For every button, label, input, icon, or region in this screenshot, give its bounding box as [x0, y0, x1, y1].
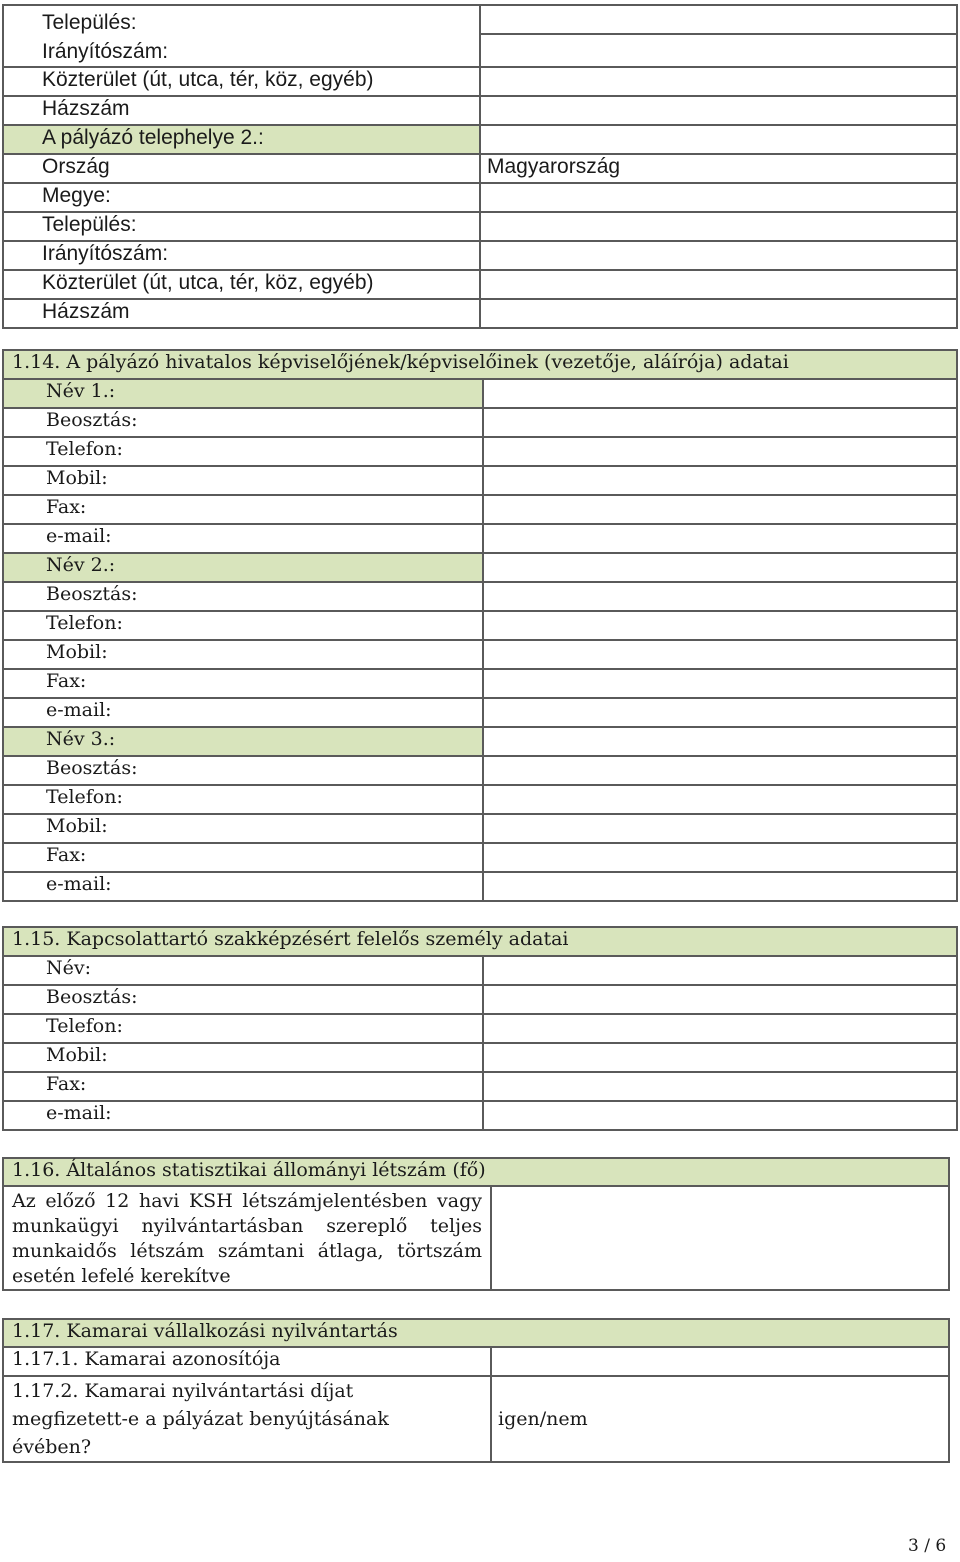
contact-person-table	[2, 926, 958, 1131]
table-row	[3, 212, 957, 241]
representative-field-label: e-mail:	[3, 872, 483, 901]
representative-field-label: Telefon:	[3, 785, 483, 814]
representative-field-label: Fax:	[3, 495, 483, 524]
contact-field-label: Fax:	[3, 1072, 483, 1101]
representative-field-value[interactable]	[483, 698, 957, 727]
chamber-id-label: 1.17.1. Kamarai azonosítója	[3, 1347, 491, 1376]
contact-field-label: Mobil:	[3, 1043, 483, 1072]
table-row	[3, 872, 957, 901]
contact-field-value[interactable]	[483, 1101, 957, 1130]
table-row	[3, 669, 957, 698]
contact-field-value[interactable]	[483, 1014, 957, 1043]
table-row	[3, 270, 957, 299]
street-label: Közterület (út, utca, tér, köz, egyéb)	[3, 67, 480, 96]
representative-field-label: Beosztás:	[3, 408, 483, 437]
representative-field-label: Fax:	[3, 843, 483, 872]
postal-code-label: Irányítószám:	[42, 40, 169, 63]
section-1-14-title: 1.14. A pályázó hivatalos képviselőjének/képviselőinek (vezetője, aláírója) adatai	[3, 350, 957, 379]
postal-code-value-2[interactable]	[480, 241, 957, 270]
representative-field-value[interactable]	[483, 669, 957, 698]
representative-field-value[interactable]	[483, 785, 957, 814]
representative-field-value[interactable]	[483, 524, 957, 553]
table-row	[3, 927, 957, 956]
table-row	[3, 1043, 957, 1072]
representative-field-value[interactable]	[483, 495, 957, 524]
representative-field-value[interactable]	[483, 466, 957, 495]
table-row	[3, 524, 957, 553]
contact-field-value[interactable]	[483, 985, 957, 1014]
table-row	[3, 437, 957, 466]
representative-field-value[interactable]	[483, 582, 957, 611]
section-1-17-title: 1.17. Kamarai vállalkozási nyilvántartás	[3, 1319, 949, 1347]
table-row	[3, 379, 957, 408]
table-row	[3, 1014, 957, 1043]
contact-field-label: Beosztás:	[3, 985, 483, 1014]
table-row	[3, 183, 957, 212]
representative-field-label: Mobil:	[3, 814, 483, 843]
representative-field-value[interactable]	[483, 437, 957, 466]
representative-field-label: Beosztás:	[3, 756, 483, 785]
table-row	[3, 408, 957, 437]
representative-field-value[interactable]	[483, 843, 957, 872]
street-value-2[interactable]	[480, 270, 957, 299]
table-row	[3, 67, 957, 96]
table-row	[3, 727, 957, 756]
site-2-heading: A pályázó telephelye 2.:	[3, 125, 480, 154]
settlement-value-2[interactable]	[480, 212, 957, 241]
site-2-value	[480, 125, 957, 154]
contact-field-label: e-mail:	[3, 1101, 483, 1130]
contact-field-value[interactable]	[483, 1043, 957, 1072]
postal-code-label-2: Irányítószám:	[3, 241, 480, 270]
representative-field-label: Fax:	[3, 669, 483, 698]
page-number: 3 / 6	[908, 1536, 947, 1556]
representative-field-value[interactable]	[483, 872, 957, 901]
representative-field-label: Mobil:	[3, 466, 483, 495]
table-row	[3, 1158, 949, 1186]
headcount-table	[2, 1157, 950, 1291]
house-number-label: Házszám	[3, 96, 480, 125]
county-value[interactable]	[480, 183, 957, 212]
representative-field-label: Beosztás:	[3, 582, 483, 611]
chamber-registry-table	[2, 1318, 950, 1463]
table-row	[3, 814, 957, 843]
table-row	[3, 582, 957, 611]
chamber-id-value[interactable]	[491, 1347, 949, 1376]
representative-field-label: Név 2.:	[3, 553, 483, 582]
representative-field-value[interactable]	[483, 814, 957, 843]
chamber-fee-value[interactable]: igen/nem	[491, 1376, 949, 1462]
headcount-description: Az előző 12 havi KSH létszámjelentésben vagy munkaügyi nyilvántartásban szereplő teljes munkaidős létszám számtani átlaga, törtszám esetén lefelé kerekítve	[3, 1186, 491, 1290]
section-1-15-title: 1.15. Kapcsolattartó szakképzésért felelős személy adatai	[3, 927, 957, 956]
address-value-cell[interactable]	[480, 5, 957, 67]
headcount-value[interactable]	[491, 1186, 949, 1290]
country-value[interactable]: Magyarország	[480, 154, 957, 183]
contact-field-value[interactable]	[483, 1072, 957, 1101]
section-1-16-title: 1.16. Általános statisztikai állományi létszám (fő)	[3, 1158, 949, 1186]
table-row	[3, 1186, 949, 1290]
contact-field-label: Telefon:	[3, 1014, 483, 1043]
representative-field-label: e-mail:	[3, 524, 483, 553]
table-row	[3, 1101, 957, 1130]
table-row	[3, 299, 957, 328]
table-row	[3, 611, 957, 640]
table-row	[3, 1072, 957, 1101]
table-row	[3, 756, 957, 785]
table-row	[3, 985, 957, 1014]
table-row	[3, 125, 957, 154]
representative-field-value[interactable]	[483, 640, 957, 669]
representative-field-value[interactable]	[483, 611, 957, 640]
table-row	[3, 350, 957, 379]
address-table	[2, 4, 958, 329]
contact-field-value[interactable]	[483, 956, 957, 985]
representatives-table	[2, 349, 958, 902]
representative-field-label: Telefon:	[3, 611, 483, 640]
table-row	[3, 5, 957, 67]
table-row	[3, 1376, 949, 1462]
table-row	[3, 495, 957, 524]
table-row	[3, 1347, 949, 1376]
table-row	[3, 241, 957, 270]
table-row	[3, 785, 957, 814]
table-row	[3, 1319, 949, 1347]
chamber-fee-label: 1.17.2. Kamarai nyilvántartási díjat megfizetett-e a pályázat benyújtásának évében?	[3, 1376, 491, 1462]
representative-field-label: Telefon:	[3, 437, 483, 466]
representative-field-value[interactable]	[483, 727, 957, 756]
county-label: Megye:	[3, 183, 480, 212]
representative-field-label: Név 1.:	[3, 379, 483, 408]
representative-field-value[interactable]	[483, 553, 957, 582]
settlement-label: Település:	[42, 11, 137, 34]
representative-field-label: Mobil:	[3, 640, 483, 669]
house-number-label-2: Házszám	[3, 299, 480, 328]
house-number-value[interactable]	[480, 96, 957, 125]
representative-field-value[interactable]	[483, 408, 957, 437]
representative-field-label: Név 3.:	[3, 727, 483, 756]
representative-field-value[interactable]	[483, 379, 957, 408]
settlement-label-2: Település:	[3, 212, 480, 241]
street-label-2: Közterület (út, utca, tér, köz, egyéb)	[3, 270, 480, 299]
table-row	[3, 956, 957, 985]
address-label-cell	[3, 5, 480, 67]
table-row	[3, 96, 957, 125]
table-row	[3, 640, 957, 669]
representative-field-label: e-mail:	[3, 698, 483, 727]
table-row	[3, 553, 957, 582]
representative-field-value[interactable]	[483, 756, 957, 785]
contact-field-label: Név:	[3, 956, 483, 985]
house-number-value-2[interactable]	[480, 299, 957, 328]
table-row	[3, 698, 957, 727]
table-row	[3, 466, 957, 495]
table-row	[3, 154, 957, 183]
street-value[interactable]	[480, 67, 957, 96]
country-label: Ország	[3, 154, 480, 183]
table-row	[3, 843, 957, 872]
